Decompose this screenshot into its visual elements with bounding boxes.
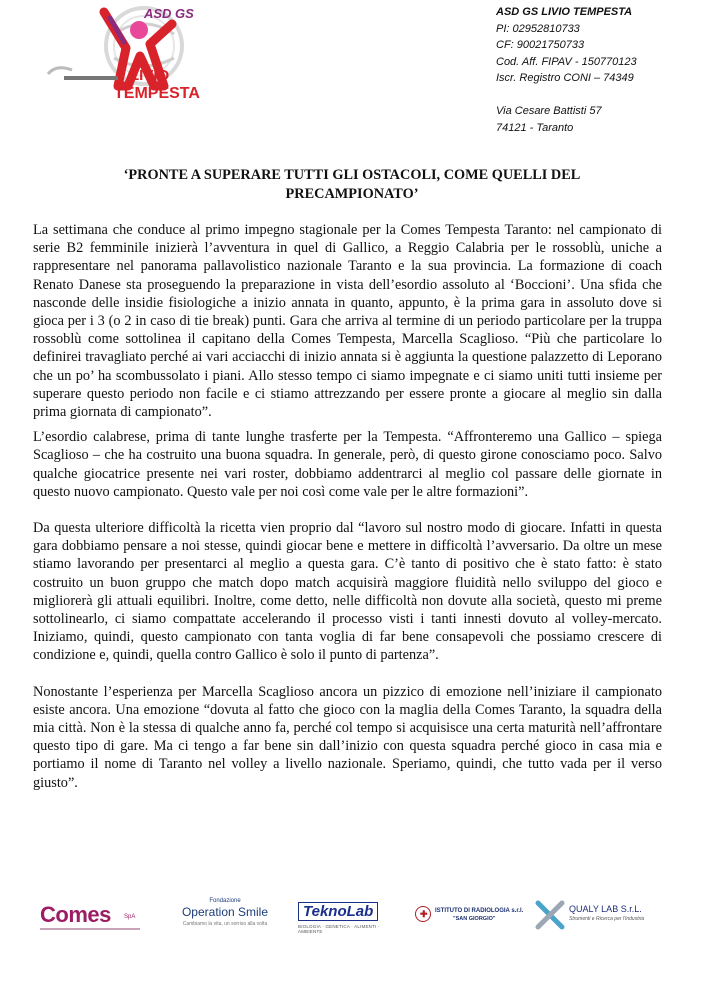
red-cross-icon: ✚: [420, 909, 428, 919]
comes-underline: [40, 928, 140, 930]
club-info: [496, 4, 696, 136]
radiologia-sub: "SAN GIORGIO": [453, 916, 496, 922]
qualy-lab-tagline: Strumenti e Ricerca per l'Industria: [569, 916, 645, 922]
article-body: [33, 221, 662, 792]
sponsor-qualy-lab-logo: [535, 896, 685, 940]
sponsor-bar: [30, 896, 680, 946]
club-name: ASD GS LIVIO TEMPESTA: [496, 6, 633, 18]
comes-wordmark: Comes: [40, 902, 111, 927]
operation-smile-pre: Fondazione: [209, 898, 241, 904]
operation-smile-sub: Cambiamo la vita, un sorriso alla volta: [182, 921, 268, 927]
club-logo: [44, 4, 222, 108]
club-fipav: Cod. Aff. FIPAV - 150770123: [496, 55, 637, 68]
paragraph: Nonostante l’esperienza per Marcella Scaglioso ancora un pizzico di emozione nell’iniziare il campionato esiste ancora. Una emozione “dovuta al fatto che gioco con la maglia della Comes Taranto, la squadra della mia città. Non è la stessa di qualche anno fa, perché col tempo si acquisisce una certa maturità nell’affrontare questo tipo di gare. Ma ci tengo a far bene sin dall’inizio con questa squadra perché gioco in casa mia e portiamo il nome di Taranto nel volley a livello nazionale. Speriamo, quindi, che tutto vada per il verso giusto”.: [33, 683, 662, 791]
comes-suffix: SpA: [124, 914, 136, 920]
club-cf: CF: 90021750733: [496, 39, 585, 52]
livio-tempesta-logo-icon: [44, 4, 222, 108]
qualy-lab-x-icon: [535, 900, 565, 930]
sponsor-operation-smile-logo: [170, 896, 280, 940]
qualy-lab-name: QUALY LAB S.r.L.: [569, 904, 642, 914]
paragraph: L’esordio calabrese, prima di tante lunghe trasferte per la Tempesta. “Affronteremo una Gallico – spiega Scaglioso – che ha costruito una buona squadra. In generale, però, di questo girone conosciamo poco. Salvo qualche giocatrice presente nei vari roster, dobbiamo addentrarci al meglio col passare delle giornate in questo nuovo campionato. Questo vale per noi così come vale per le altre formazioni”.: [33, 429, 662, 500]
sponsor-teknolab-logo: [298, 896, 394, 940]
sponsor-radiologia-logo: [415, 896, 525, 940]
club-coni: Iscr. Registro CONI – 74349: [496, 72, 634, 85]
paragraph: La settimana che conduce al primo impegno stagionale per la Comes Tempesta Taranto: nel campionato di serie B2 femminile inizierà l’avventura in quel di Gallico, a Reggio Calabria per le rossoblù, uniche a rappresentare nel panorama pallavolistico nazionale Taranto e la sua provincia. La formazione di coach Renato Danese sta proseguendo la preparazione in vista dell’esordio assoluto al ‘Boccioni’. Una sfida che nasconde delle insidie fisiologiche a inizio annata in quanto, appunto, è la prima gara in assoluto dove si gioca per i 3 (o 2 in caso di tie break) punti. Gara che arriva al termine di un periodo particolare per la truppa rossoblù come sottolinea il capitano della Comes Tempesta, Marcella Scaglioso. “Più che particolare lo definirei travagliato perché ai vari acciacchi di inizio annata si è aggiunta la questione palazzetto di Leporano che un po’ ha scombussolato i piani. Allo stesso tempo ci siamo impegnate e ci siamo uniti tutti insieme per superare questo periodo non facile e ci stiamo attrezzando per essere pronte a giocare al meglio sin dalla prima giornata di campionato”.: [33, 222, 662, 421]
club-address-city: 74121 - Taranto: [496, 121, 574, 134]
teknolab-wordmark: TeknoLab: [298, 902, 378, 921]
article-title: ‘PRONTE A SUPERARE TUTTI GLI OSTACOLI, COME QUELLI DEL PRECAMPIONATO’: [123, 167, 581, 202]
sponsor-comes-logo: [40, 896, 150, 940]
svg-text:ASD GS: ASD GS: [144, 6, 194, 21]
radiologia-name: ISTITUTO DI RADIOLOGIA s.r.l.: [435, 908, 524, 914]
paragraph: Da questa ulteriore difficoltà la ricetta vien proprio dal “lavoro sul nostro modo di giocare. Infatti in questa gara dobbiamo pensare a noi stesse, quindi giocar bene e mettere in difficoltà l’avversario. Da oltre un mese stiamo lavorando per presentarci al meglio a questa gara. C’è tanto di positivo che è stato fatto: è stato costruito un buon gruppo che match dopo match acquisirà maggiore fluidità nello sviluppo del gioco e migliorerà gli attuali equilibri. Inoltre, come detto, nelle difficoltà non dovute alla società, questo mi preme sottolinearlo, ci siamo compattate accelerando il processo visti i tanti innesti dovuto al volley-mercato. Iniziamo, quindi, questo campionato con tanta voglia di far bene consapevoli che possiamo crescere di condizione e, quindi, quella contro Gallico è solo il punto di partenza”.: [33, 520, 662, 664]
operation-smile-name: Operation Smile: [181, 905, 269, 919]
teknolab-sub: BIOLOGIA · GENETICA · ALIMENTI · AMBIENTE: [298, 924, 380, 934]
svg-text:TEMPESTA: TEMPESTA: [114, 85, 200, 102]
svg-text:LIVIO: LIVIO: [130, 67, 170, 84]
club-address-street: Via Cesare Battisti 57: [496, 104, 602, 117]
club-pi: PI: 02952810733: [496, 22, 580, 35]
